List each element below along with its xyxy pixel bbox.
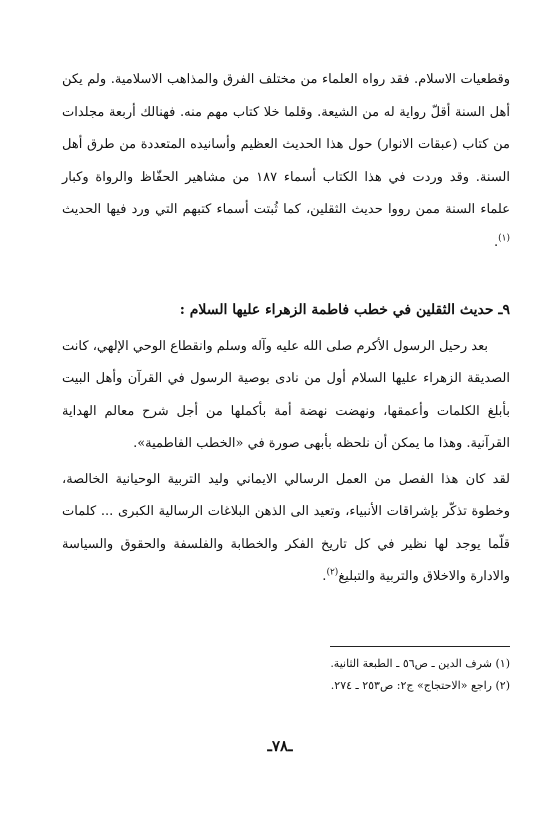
page-body: [62, 64, 510, 594]
footnotes: [220, 653, 510, 697]
paragraph-1-text: وقطعيات الاسلام. فقد رواه العلماء من مختلف الفرق والمذاهب الاسلامية. ولم يكن أهل السنة أقلّ رواية له من الشيعة. وقلما خلا كتاب مهم منه. فهنالك أربعة مجلدات من كتاب (عبقات الانوار) حول هذا الحديث العظيم وأسانيده المتعددة من طرق أهل السنة. وقد وردت في هذا الكتاب أسماء ١٨٧ من مشاهير الحفّاظ والرواة وكبار علماء السنة ممن رووا حديث الثقلين، كما ثُبتت أسماء كتبهم التي ورد فيها الحديث: [62, 72, 510, 217]
paragraph-3: [62, 464, 510, 594]
paragraph-3-text: لقد كان هذا الفصل من العمل الرسالي الايماني وليد التربية الوحيانية الخالصة، وخطوة تذكّر بإشراقات الأنبياء، وتعيد الى الذهن البلاغات الرسالية الكبرى ... كلمات قلّما يوجد لها نظير في كل تاريخ الفكر والخطابة والفلسفة والحقوق والسياسة والادارة والاخلاق والتربية والتبليغ: [62, 471, 510, 584]
paragraph-1: [62, 64, 510, 259]
footnote-mark-2: (٢): [326, 567, 339, 578]
paragraph-1-end: .: [493, 234, 499, 250]
paragraph-2: بعد رحيل الرسول الأكرم صلى الله عليه وآله وسلم وانقطاع الوحي الإلهي، كانت الصديقة الزهراء عليها السلام أول من نادى بوصية الرسول في القرآن وأهل البيت بأبلغ الكلمات وأعمقها، ونهضت نهضة أمة بأكملها من أجل شرح معالم الهداية القرآنية. وهذا ما يمكن أن نلحظه بأبهى صورة في «الخطب الفاطمية».: [62, 338, 510, 451]
page-number: ـ٧٨ـ: [267, 737, 293, 755]
footnote-divider: [330, 646, 510, 647]
paragraph-3-end: .: [322, 569, 327, 584]
footnote-1: (١) شرف الدين ـ ص٥٦ ـ الطبعة الثانية.: [330, 657, 510, 670]
footnote-2: (٢) راجع «الاحتجاج» ج٢: ص٢٥٣ ـ ٢٧٤.: [330, 679, 510, 692]
section-heading: ٩ـ حديث الثقلين في خطب فاطمة الزهراء عليها السلام :: [179, 302, 510, 318]
footnote-mark-1: (١): [498, 233, 510, 244]
